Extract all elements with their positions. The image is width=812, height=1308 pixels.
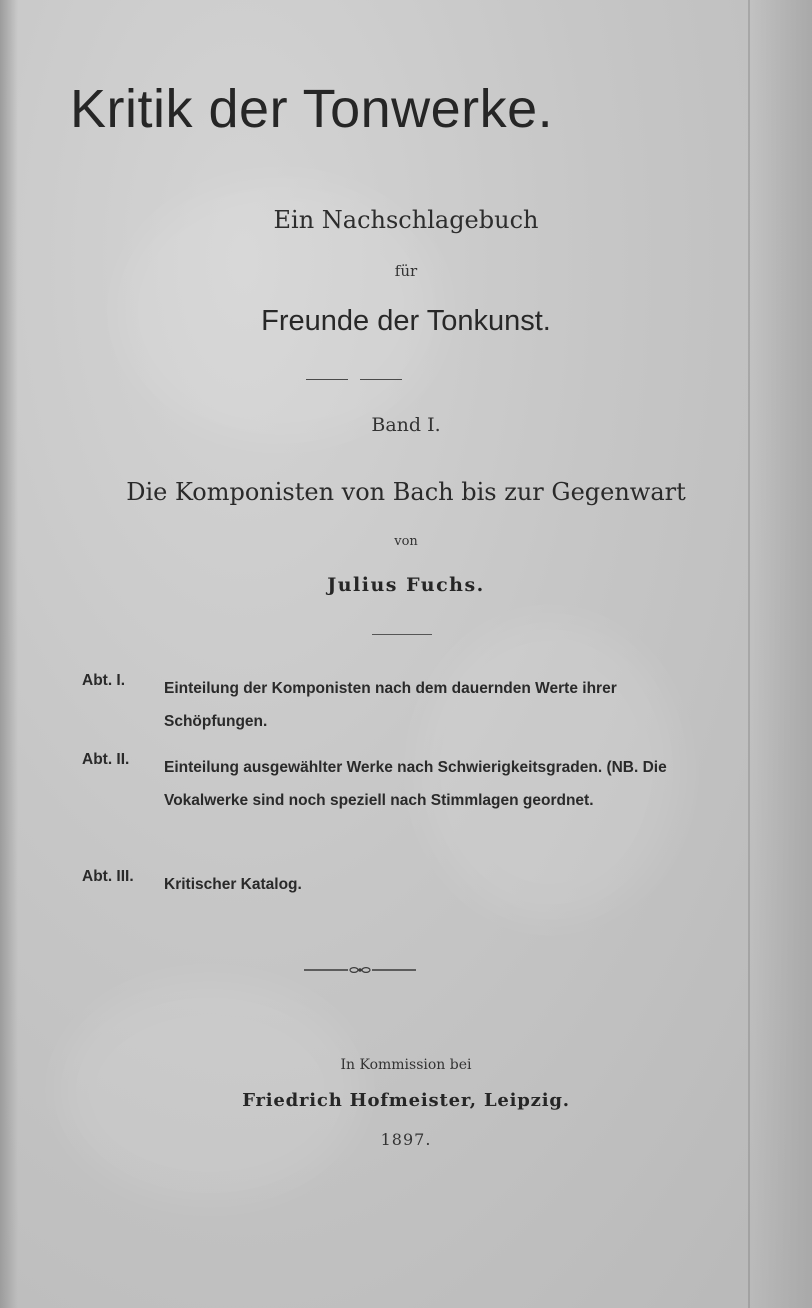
- section-abt-1: [82, 672, 692, 742]
- section-text: Kritischer Katalog.: [164, 876, 302, 893]
- divider-short: [372, 634, 432, 635]
- divider-left: [306, 379, 348, 380]
- section-label: Abt. II.: [82, 751, 130, 768]
- section-label: Abt. III.: [82, 868, 134, 885]
- subtitle-connector: für: [394, 262, 418, 280]
- section-label: Abt. I.: [82, 672, 126, 689]
- divider-right: [360, 379, 402, 380]
- section-text: Einteilung ausgewählter Werke nach Schwierigkeitsgraden. (NB. Die Vokalwerke sind noch speziell nach Stimmlagen geordnet.: [164, 759, 667, 809]
- book-audience: Freunde der Tonkunst.: [261, 305, 551, 337]
- page-edge-right: [752, 0, 812, 1308]
- page-edge-left: [0, 0, 18, 1308]
- ornament-divider: [300, 960, 420, 980]
- imprint-publisher: Friedrich Hofmeister, Leipzig.: [242, 1090, 570, 1111]
- book-title: Kritik der Tonwerke.: [70, 79, 554, 139]
- section-abt-2: [82, 751, 692, 851]
- volume-title: Die Komponisten von Bach bis zur Gegenwart: [126, 478, 686, 506]
- volume-number: Band I.: [371, 414, 441, 436]
- book-subtitle: Ein Nachschlagebuch: [273, 206, 539, 234]
- by-connector: von: [394, 534, 418, 549]
- author-name: Julius Fuchs.: [327, 574, 485, 596]
- page-fold: [748, 0, 750, 1308]
- imprint-year: 1897.: [380, 1130, 432, 1149]
- imprint-commission: In Kommission bei: [340, 1057, 472, 1073]
- section-text: Einteilung der Komponisten nach dem dauernden Werte ihrer Schöpfungen.: [164, 680, 617, 730]
- section-abt-3: [82, 868, 692, 902]
